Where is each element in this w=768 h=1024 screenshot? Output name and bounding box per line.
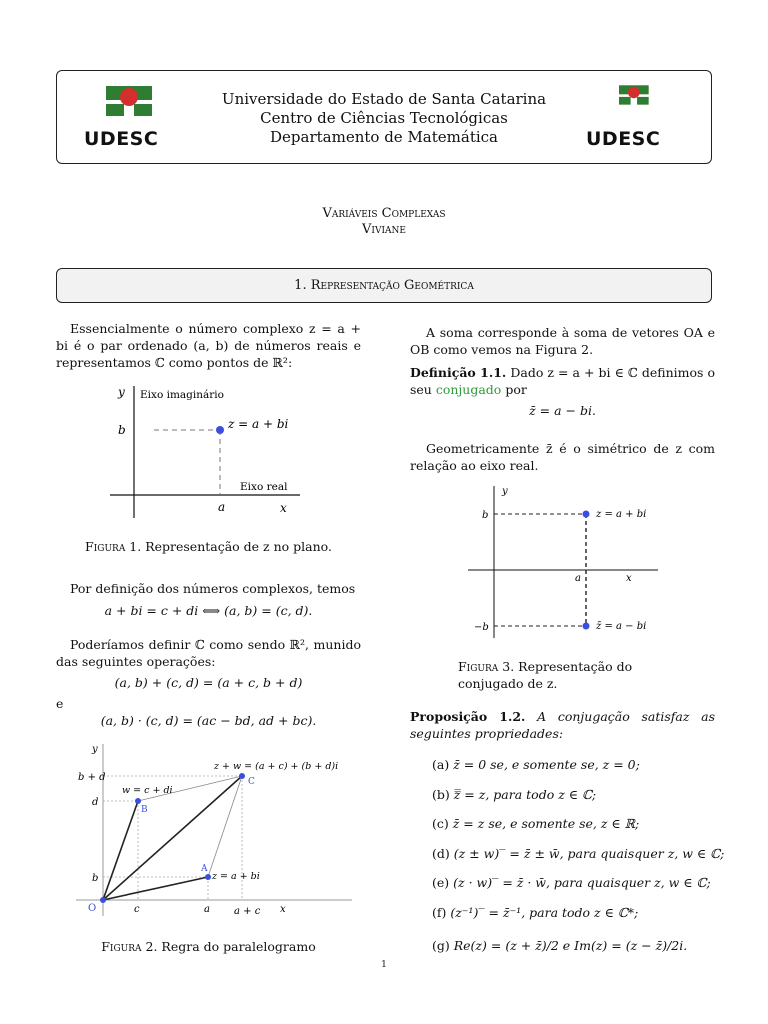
caption-body: Regra do paralelogramo	[157, 939, 316, 954]
label-d: d	[92, 797, 99, 808]
point-z	[216, 426, 224, 434]
section-title: 1. Representação Geométrica	[56, 268, 712, 303]
header-title	[160, 90, 608, 147]
definition-head: Definição 1.1.	[410, 365, 507, 380]
caption-head: Figura 2.	[101, 939, 158, 954]
proposition-head: Proposição 1.2.	[410, 709, 526, 724]
label-a: a	[204, 904, 210, 915]
label-ac: a + c	[234, 906, 261, 917]
paragraph-intro: Essencialmente o número complexo z = a + bi é o par ordenado (a, b) de números reais e representamos ℂ como pontos de ℝ²:	[56, 321, 361, 370]
course-block	[0, 206, 768, 238]
point-zbar	[583, 623, 590, 630]
label-pt-A: A	[201, 864, 208, 874]
caption-head: Figura 3.	[458, 659, 515, 674]
label-a: a	[218, 500, 226, 514]
paragraph-sum: A soma corresponde à soma de vetores OA e OB como vemos na Figura 2.	[410, 325, 715, 357]
point-B	[135, 798, 141, 804]
label-y: y	[92, 744, 98, 755]
label-pt-B: B	[141, 805, 148, 815]
label-mb: −b	[474, 622, 489, 633]
label-bd: b + d	[78, 772, 106, 783]
logo-right	[586, 84, 676, 154]
label-c: c	[134, 904, 140, 915]
header-line-2: Centro de Ciências Tecnológicas	[260, 109, 508, 127]
list-item: (f) (z⁻¹)‾ = z̄⁻¹, para todo z ∈ ℂ*;	[432, 904, 639, 920]
paragraph-definition: Por definição dos números complexos, temos	[70, 581, 356, 596]
label-y: y	[118, 385, 125, 399]
list-item: (g) Re(z) = (z + z̄)/2 e Im(z) = (z − z̄)/2i.	[432, 938, 688, 953]
figure-1-caption	[56, 538, 361, 555]
definition-body-a: Dado z = a + bi ∈ ℂ definimos o seu	[410, 365, 716, 397]
list-item: (c) z̄ = z se, e somente se, z ∈ ℝ;	[432, 816, 640, 831]
header-line-1: Universidade do Estado de Santa Catarina	[221, 90, 547, 108]
list-item: (b) z̿ = z, para todo z ∈ ℂ;	[432, 786, 597, 802]
definition-equation: z̄ = a − bi.	[529, 403, 596, 418]
label-b: b	[118, 423, 126, 437]
figure-3	[462, 482, 662, 642]
label-real: Eixo real	[240, 481, 288, 493]
figure-2-caption	[56, 938, 361, 955]
paragraph-geometric: Geometricamente z̄ é o simétrico de z com relação ao eixo real.	[410, 441, 715, 473]
definition-term: conjugado	[435, 382, 502, 397]
point-A	[205, 874, 211, 880]
paragraph-operations: Poderíamos definir ℂ como sendo ℝ², munido das seguintes operações:	[56, 637, 361, 669]
vector-OA	[103, 877, 208, 900]
proposition-1-2	[410, 708, 715, 742]
label-x: x	[626, 573, 632, 584]
equation-3: (a, b) · (c, d) = (ac − bd, ad + bc).	[100, 713, 317, 728]
caption-body: Representação de z no plano.	[141, 539, 332, 554]
label-a: a	[575, 573, 581, 584]
proposition-body: A conjugação satisfaz as seguintes propriedades:	[410, 709, 715, 741]
equation-2: (a, b) + (c, d) = (a + c, b + d)	[114, 675, 303, 690]
list-item: (e) (z · w)‾ = z̄ · w̄, para quaisquer z, w ∈ ℂ;	[432, 875, 711, 890]
label-imag: Eixo imaginário	[140, 389, 224, 401]
page-number: 1	[381, 960, 387, 970]
caption-body: Representação do conjugado de z.	[458, 659, 633, 691]
point-C	[239, 773, 245, 779]
label-w: w = c + di	[122, 785, 173, 796]
label-b: b	[482, 510, 489, 521]
logo-text: UDESC	[586, 128, 661, 150]
list-item: (d) (z ± w)‾ = z̄ ± w̄, para quaisquer z, w ∈ ℂ;	[432, 845, 725, 861]
figure-2	[66, 738, 356, 918]
label-z: z = a + bi	[596, 509, 647, 520]
figure-1	[104, 380, 304, 520]
label-x: x	[280, 501, 287, 515]
logo-text: UDESC	[84, 128, 159, 150]
course-title: Variáveis Complexas	[322, 206, 446, 221]
definition-body-b: por	[501, 382, 527, 397]
label-pt-C: C	[248, 777, 255, 787]
course-author: Viviane	[362, 222, 406, 237]
label-b: b	[92, 873, 99, 884]
udesc-logo-icon	[604, 84, 674, 124]
definition-1-1	[410, 364, 715, 398]
label-y: y	[502, 486, 508, 497]
label-zw: z + w = (a + c) + (b + d)i	[214, 761, 339, 772]
equation-1: a + bi = c + di ⟺ (a, b) = (c, d).	[104, 603, 313, 618]
label-z: z = a + bi	[212, 871, 260, 882]
property-list	[432, 756, 732, 967]
figure-3-caption	[458, 658, 678, 692]
label-x: x	[280, 904, 286, 915]
label-z: z = a + bi	[228, 417, 289, 431]
header-line-3: Departamento de Matemática	[270, 128, 498, 146]
caption-head: Figura 1.	[85, 539, 142, 554]
label-zbar: z̄ = a − bi	[596, 621, 647, 632]
point-z	[583, 511, 590, 518]
list-item: (a) z̄ = 0 se, e somente se, z = 0;	[432, 757, 640, 772]
point-O	[100, 897, 106, 903]
word-e: e	[56, 696, 64, 711]
label-O: O	[88, 903, 97, 914]
